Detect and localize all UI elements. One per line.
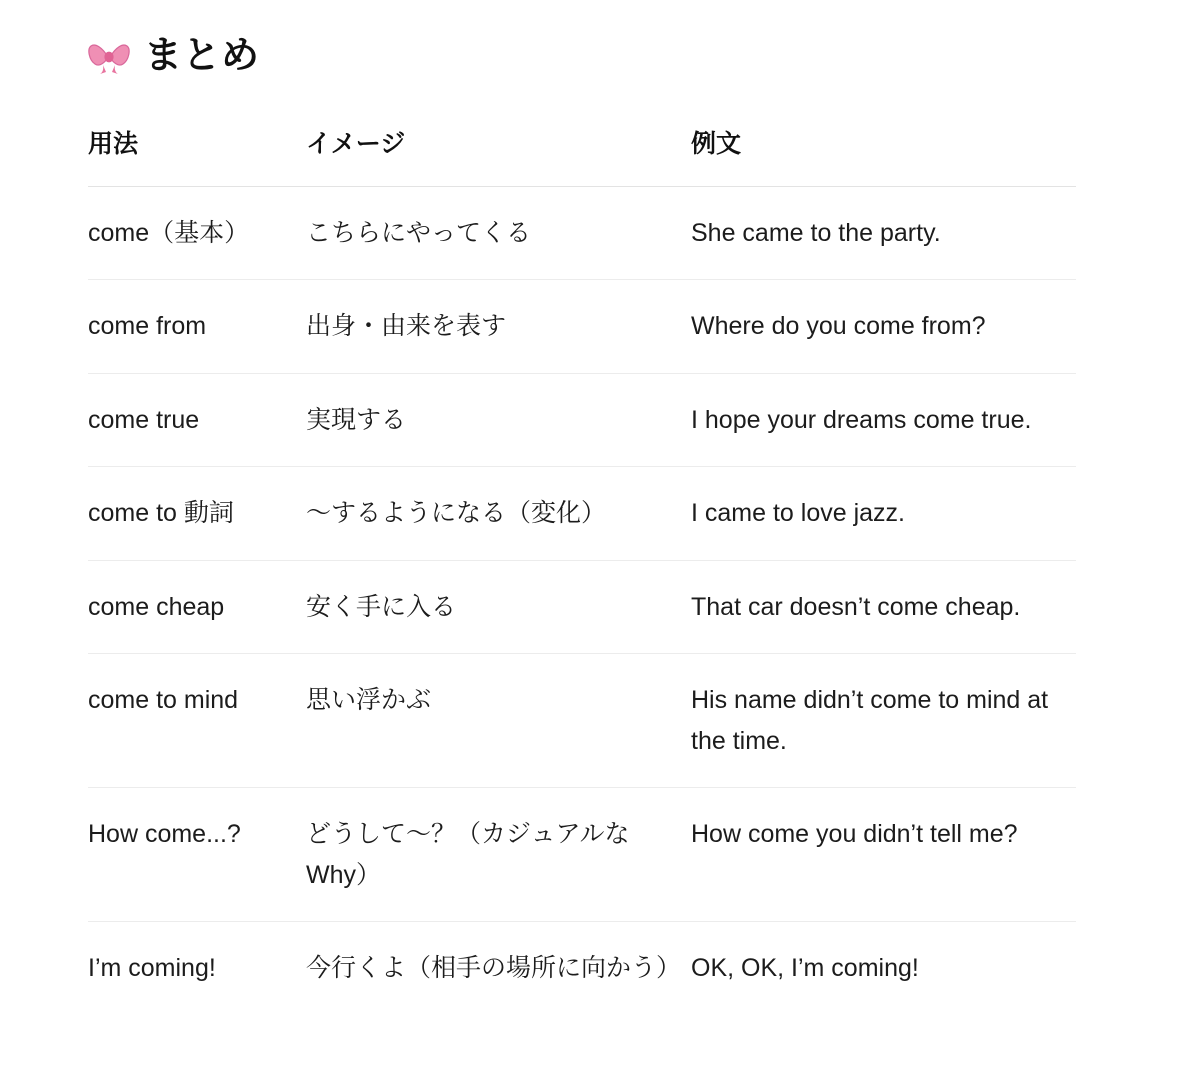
table-row	[88, 186, 1076, 280]
cell-usage: I’m coming!	[88, 954, 216, 983]
cell-image: 安く手に入る	[306, 560, 691, 654]
cell-usage: come cheap	[88, 560, 306, 654]
cell-image: 〜するようになる（変化）	[306, 467, 691, 561]
summary-table	[88, 124, 1076, 1015]
cell-usage: How come...?	[88, 788, 306, 922]
cell-usage: come to mind	[88, 654, 306, 788]
cell-example: How come you didn’t tell me?	[691, 788, 1076, 922]
cell-usage: come（基本）	[88, 186, 306, 280]
table-header	[88, 124, 1076, 187]
table-row	[88, 922, 1076, 1015]
cell-example: OK, OK, I’m coming!	[691, 954, 919, 983]
table-row	[88, 467, 1076, 561]
cell-example: She came to the party.	[691, 186, 1076, 280]
cell-image: どうして〜？（カジュアルな Why）	[306, 788, 691, 922]
cell-image: 思い浮かぶ	[306, 654, 691, 788]
cell-example: His name didn’t come to mind at the time.	[691, 654, 1076, 788]
table-row	[88, 788, 1076, 922]
cell-example: That car doesn’t come cheap.	[691, 560, 1076, 654]
column-header-usage: 用法	[88, 124, 306, 187]
cell-image: 出身・由来を表す	[306, 280, 691, 374]
column-header-example: 例文	[691, 124, 1076, 187]
cell-usage: come to 動詞	[88, 467, 306, 561]
column-header-image: イメージ	[306, 124, 691, 187]
cell-image: 実現する	[306, 373, 691, 467]
cell-image: 今行くよ（相手の場所に向かう）	[306, 954, 682, 983]
table-row	[88, 654, 1076, 788]
table-header-row	[88, 124, 1076, 187]
table-row	[88, 560, 1076, 654]
table-body	[88, 186, 1076, 1015]
cell-example: I came to love jazz.	[691, 467, 1076, 561]
cell-example: I hope your dreams come true.	[691, 373, 1076, 467]
cell-usage: come from	[88, 280, 306, 374]
cell-usage: come true	[88, 373, 306, 467]
cell-example: Where do you come from?	[691, 280, 1076, 374]
cell-image: こちらにやってくる	[306, 186, 691, 280]
table-row	[88, 280, 1076, 374]
table-row	[88, 373, 1076, 467]
ribbon-icon	[88, 40, 130, 74]
page-title-text: まとめ	[144, 35, 260, 77]
page-title	[88, 34, 1076, 80]
